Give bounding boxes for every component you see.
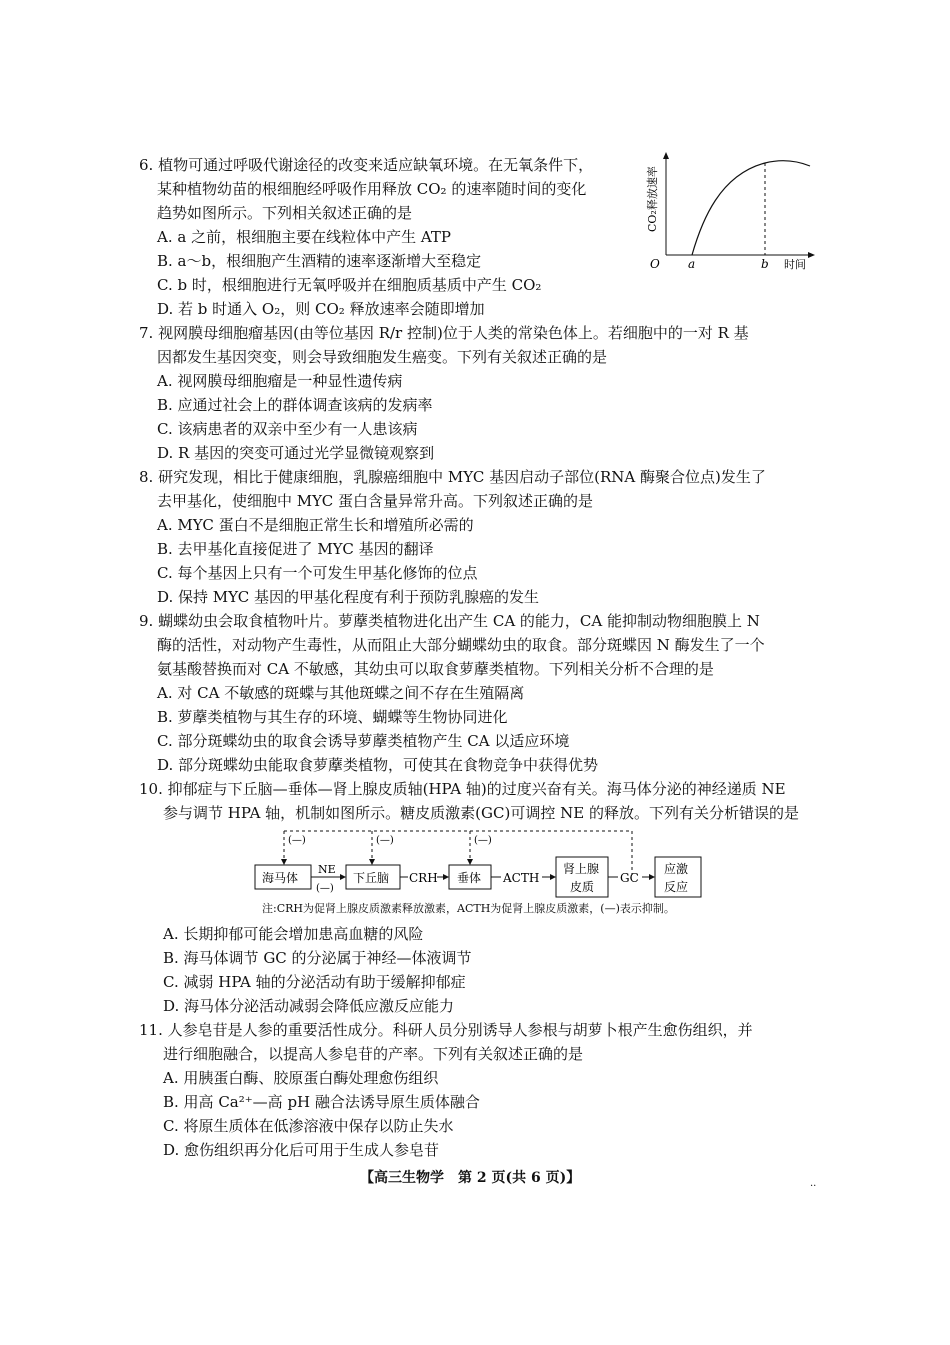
q6-stem-line-1: 6. 植物可通过呼吸代谢途径的改变来适应缺氧环境。在无氧条件下， — [139, 156, 594, 174]
minus-label-2: (—) — [376, 835, 394, 846]
q7-option-d: D. R 基因的突变可通过光学显微镜观察到 — [157, 444, 435, 462]
box-pituitary-label: 垂体 — [457, 871, 482, 885]
arrow-head — [649, 874, 655, 880]
q10-option-a: A. 长期抑郁可能会增加患高血糖的风险 — [163, 925, 424, 943]
q11-option-b: B. 用高 Ca²⁺—高 pH 融合法诱导原生质体融合 — [163, 1093, 480, 1111]
q8-option-c: C. 每个基因上只有一个可发生甲基化修饰的位点 — [157, 564, 478, 582]
box-adrenal-label-1: 肾上腺 — [563, 862, 600, 876]
corner-mark: .. — [810, 1178, 817, 1189]
q8-stem-line-1: 8. 研究发现，相比于健康细胞，乳腺癌细胞中 MYC 基因启动子部位(RNA 酶聚合位点)发生了 — [139, 468, 766, 486]
arrow-head — [281, 859, 287, 865]
q6-option-d: D. 若 b 时通入 O₂，则 CO₂ 释放速率会随即增加 — [157, 300, 485, 318]
ne-minus-label: (—) — [316, 883, 334, 894]
arrow-head — [340, 874, 346, 880]
q11-option-a: A. 用胰蛋白酶、胶原蛋白酶处理愈伤组织 — [163, 1069, 439, 1087]
q11-stem-line-1: 11. 人参皂苷是人参的重要活性成分。科研人员分别诱导人参根与胡萝卜根产生愈伤组织，并 — [139, 1021, 753, 1039]
q11-option-d: D. 愈伤组织再分化后可用于生成人参皂苷 — [163, 1141, 440, 1159]
q10-option-c: C. 减弱 HPA 轴的分泌活动有助于缓解抑郁症 — [163, 973, 466, 991]
q8-stem-line-2: 去甲基化，使细胞中 MYC 蛋白含量异常升高。下列叙述正确的是 — [157, 492, 594, 510]
gc-label: GC — [620, 871, 639, 885]
page-footer: 【高三生物学 第 2 页(共 6 页)】 — [360, 1170, 581, 1186]
q9-stem-line-1: 9. 蝴蝶幼虫会取食植物叶片。萝藦类植物进化出产生 CA 的能力，CA 能抑制动物细胞膜上 N — [139, 612, 760, 630]
q10-option-b: B. 海马体调节 GC 的分泌属于神经—体液调节 — [163, 949, 472, 967]
q10-diagram-note: 注:CRH为促肾上腺皮质激素释放激素，ACTH为促肾上腺皮质激素，(—)表示抑制。 — [262, 902, 675, 915]
q9-stem-line-2: 酶的活性，对动物产生毒性，从而阻止大部分蝴蝶幼虫的取食。部分斑蝶因 N 酶发生了一个 — [157, 636, 765, 654]
b-label: b — [761, 257, 769, 271]
acth-label: ACTH — [503, 871, 540, 885]
rate-curve — [692, 161, 810, 255]
q10-option-d: D. 海马体分泌活动减弱会降低应激反应能力 — [163, 997, 455, 1015]
x-axis-label: 时间 — [784, 258, 806, 271]
crh-label: CRH — [409, 871, 438, 885]
q11-stem-line-2: 进行细胞融合，以提高人参皂苷的产率。下列有关叙述正确的是 — [163, 1045, 584, 1063]
q10-hpa-diagram — [250, 825, 710, 900]
q10-stem-line-1: 10. 抑郁症与下丘脑—垂体—肾上腺皮质轴(HPA 轴)的过度兴奋有关。海马体分泌的神经递质 NE — [139, 780, 786, 798]
x-axis-arrow — [808, 252, 815, 258]
q7-option-b: B. 应通过社会上的群体调查该病的发病率 — [157, 396, 433, 414]
a-label: a — [688, 257, 696, 271]
arrow-head — [467, 859, 473, 865]
q6-option-c: C. b 时，根细胞进行无氧呼吸并在细胞质基质中产生 CO₂ — [157, 276, 542, 294]
minus-label-3: (—) — [474, 835, 492, 846]
q8-option-d: D. 保持 MYC 基因的甲基化程度有利于预防乳腺癌的发生 — [157, 588, 540, 606]
minus-label-1: (—) — [288, 835, 306, 846]
q7-option-c: C. 该病患者的双亲中至少有一人患该病 — [157, 420, 418, 438]
arrow-head — [369, 859, 375, 865]
q9-stem-line-3: 氨基酸替换而对 CA 不敏感，其幼虫可以取食萝藦类植物。下列相关分析不合理的是 — [157, 660, 714, 678]
q6-stem-line-3: 趋势如图所示。下列相关叙述正确的是 — [157, 204, 413, 222]
q7-stem-line-2: 因都发生基因突变，则会导致细胞发生癌变。下列有关叙述正确的是 — [157, 348, 608, 366]
box-adrenal-label-2: 皮质 — [570, 880, 595, 894]
q6-stem-line-2: 某种植物幼苗的根细胞经呼吸作用释放 CO₂ 的速率随时间的变化 — [157, 180, 587, 198]
q9-option-a: A. 对 CA 不敏感的斑蝶与其他斑蝶之间不存在生殖隔离 — [157, 684, 525, 702]
q7-option-a: A. 视网膜母细胞瘤是一种显性遗传病 — [157, 372, 403, 390]
q8-option-a: A. MYC 蛋白不是细胞正常生长和增殖所必需的 — [157, 516, 474, 534]
q6-option-b: B. a～b，根细胞产生酒精的速率逐渐增大至稳定 — [157, 252, 482, 270]
q6-co2-graph — [640, 150, 820, 280]
arrow-head — [550, 874, 556, 880]
q8-option-b: B. 去甲基化直接促进了 MYC 基因的翻译 — [157, 540, 434, 558]
box-hippocampus-label: 海马体 — [262, 871, 299, 885]
y-axis-label: CO₂释放速率 — [646, 166, 659, 232]
q6-option-a: A. a 之前，根细胞主要在线粒体中产生 ATP — [157, 228, 451, 246]
box-stress-label-1: 应激 — [664, 862, 689, 876]
q9-option-b: B. 萝藦类植物与其生存的环境、蝴蝶等生物协同进化 — [157, 708, 508, 726]
ne-label: NE — [318, 863, 336, 876]
origin-label: O — [650, 257, 660, 271]
y-axis-arrow — [663, 152, 669, 159]
box-stress-label-2: 反应 — [664, 880, 689, 894]
q11-option-c: C. 将原生质体在低渗溶液中保存以防止失水 — [163, 1117, 454, 1135]
q9-option-d: D. 部分斑蝶幼虫能取食萝藦类植物，可使其在食物竞争中获得优势 — [157, 756, 599, 774]
q9-option-c: C. 部分斑蝶幼虫的取食会诱导萝藦类植物产生 CA 以适应环境 — [157, 732, 570, 750]
q10-stem-line-2: 参与调节 HPA 轴，机制如图所示。糖皮质激素(GC)可调控 NE 的释放。下列有关分析错误的是 — [163, 804, 799, 822]
q7-stem-line-1: 7. 视网膜母细胞瘤基因(由等位基因 R/r 控制)位于人类的常染色体上。若细胞中的一对 R 基 — [139, 324, 749, 342]
box-hypothalamus-label: 下丘脑 — [353, 871, 390, 885]
arrow-head — [443, 874, 449, 880]
